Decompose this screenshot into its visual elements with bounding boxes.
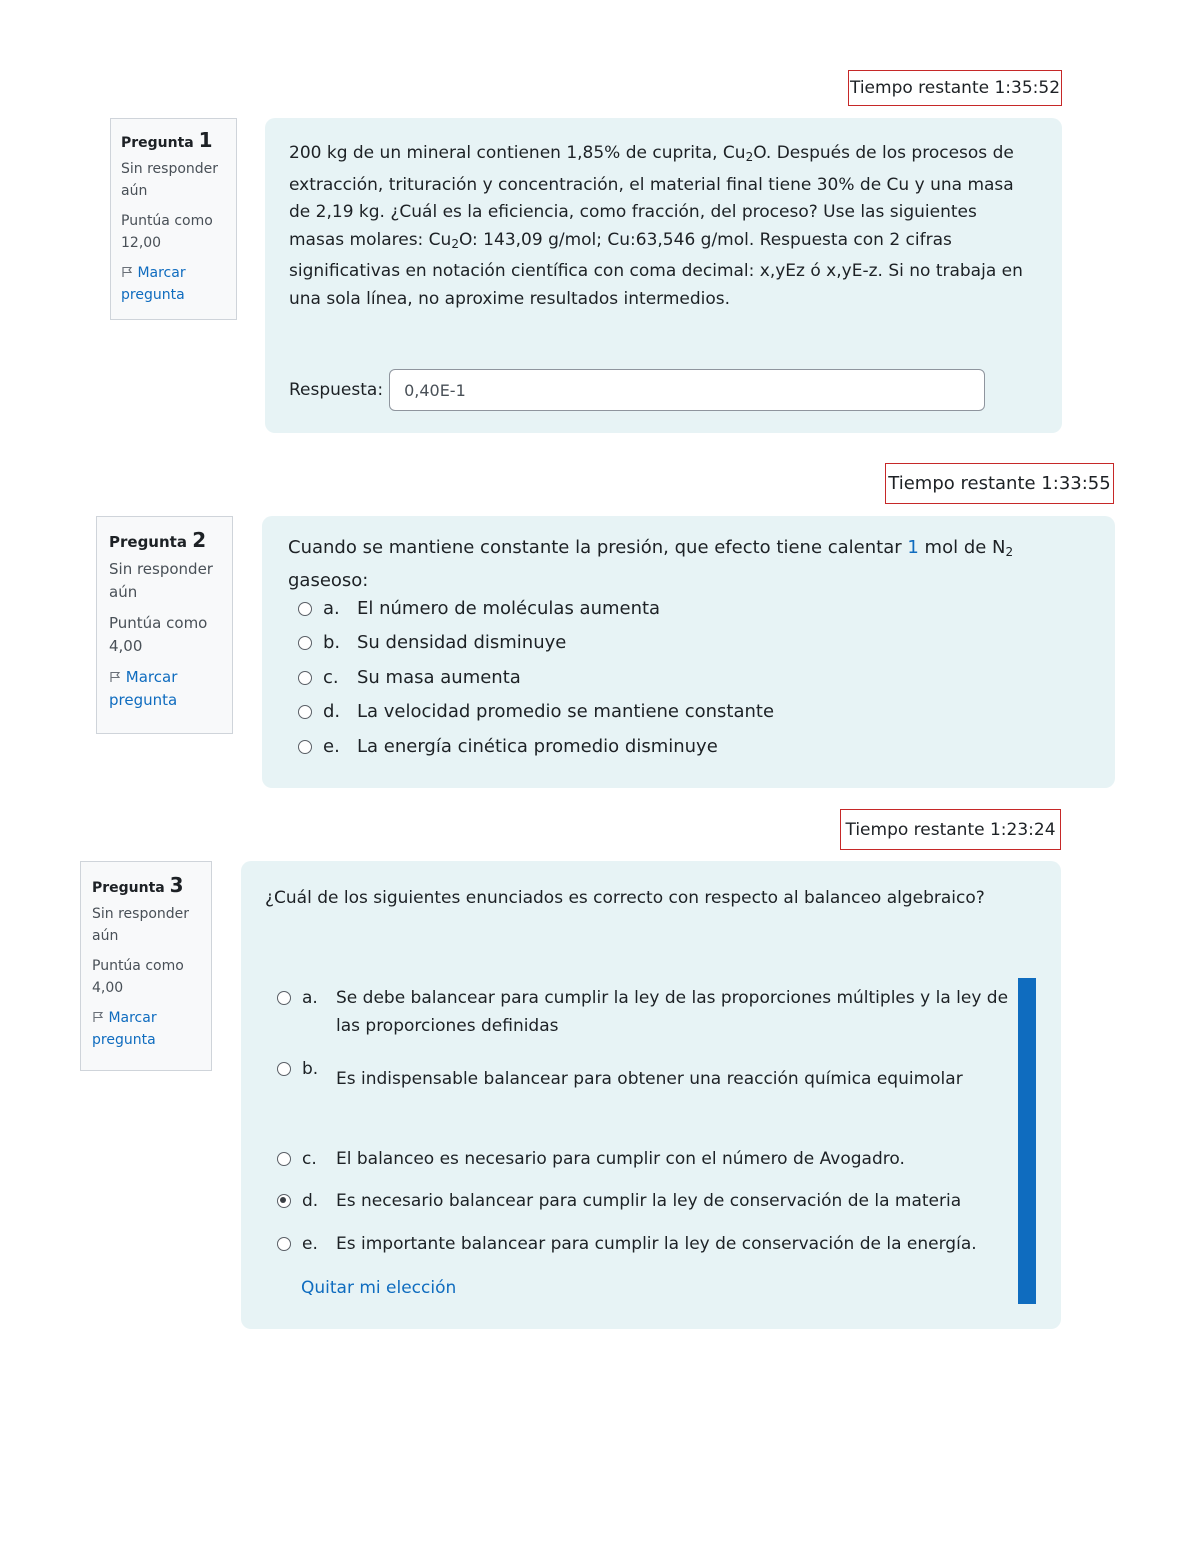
answer-row: [289, 369, 985, 411]
option-a[interactable]: [277, 984, 1015, 1040]
question-text: ¿Cuál de los siguientes enunciados es correcto con respecto al balanceo algebraico?: [265, 888, 985, 908]
radio-icon[interactable]: [298, 602, 312, 616]
radio-icon[interactable]: [298, 740, 312, 754]
answer-label: Respuesta:: [289, 380, 384, 400]
question-info-q3: [80, 861, 212, 1071]
score-label: Puntúa como: [121, 213, 213, 229]
score-value: 4,00: [109, 637, 143, 655]
question-status: Sin responder aún: [121, 161, 219, 199]
option-text: Es indispensable balancear para obtener una reacción química equimolar: [336, 1069, 963, 1089]
question-status: Sin responder aún: [109, 560, 213, 601]
radio-icon[interactable]: [277, 1237, 291, 1251]
question-content-q3: [241, 861, 1061, 1329]
score-label: Puntúa como: [92, 958, 184, 974]
option-letter: a.: [302, 988, 318, 1008]
option-letter: c.: [323, 667, 339, 688]
radio-icon[interactable]: [277, 1194, 291, 1208]
question-text: 200 kg de un mineral contienen 1,85% de cuprita, $Cu_2O$. Después de los procesos de extracción, trituración y concentración, el material final tiene 30% de Cu y una masa de 2,19 kg. ¿Cuál es la eficiencia, como fracción, del proceso? Use las siguientes masas molares: $Cu_2O$: 143,09 g/mol; Cu:63,546 g/mol. Respuesta con 2 cifras significativas en notación científica con coma decimal: x,yEz ó x,yE-z. Si no trabaja en una sola línea, no aproxime resultados intermedios.: [289, 143, 1023, 309]
timer-q3: Tiempo restante 1:23:24: [840, 809, 1061, 850]
option-letter: e.: [323, 736, 340, 757]
radio-icon[interactable]: [277, 1062, 291, 1076]
option-text: La energía cinética promedio disminuye: [357, 736, 718, 757]
option-text: Su densidad disminuye: [357, 632, 567, 653]
flag-label: Marcar pregunta: [92, 1010, 157, 1048]
scrollbar[interactable]: [1018, 978, 1036, 1304]
question-score: [92, 955, 200, 999]
flag-label: Marcar pregunta: [121, 265, 186, 303]
question-content-q1: [265, 118, 1062, 433]
question-score: [121, 210, 226, 254]
option-a[interactable]: [298, 595, 660, 623]
timer-q2: Tiempo restante 1:33:55: [885, 463, 1114, 504]
radio-icon[interactable]: [298, 636, 312, 650]
option-letter: b.: [323, 632, 341, 653]
flag-label: Marcar pregunta: [109, 668, 178, 709]
option-b[interactable]: [277, 1055, 1015, 1093]
radio-icon[interactable]: [277, 1152, 291, 1166]
option-b[interactable]: [298, 629, 566, 657]
question-label: Pregunta: [121, 135, 194, 151]
radio-icon[interactable]: [298, 671, 312, 685]
question-number: [109, 529, 220, 554]
question-label: Pregunta: [92, 880, 165, 896]
option-c[interactable]: [298, 664, 521, 692]
flag-question-link[interactable]: [121, 262, 226, 306]
option-letter: a.: [323, 598, 340, 619]
option-letter: d.: [302, 1191, 319, 1211]
question-number-value: 3: [169, 873, 184, 897]
option-text: Se debe balancear para cumplir la ley de las proporciones múltiples y la ley de las proporciones definidas: [336, 988, 1009, 1036]
option-text: Es importante balancear para cumplir la ley de conservación de la energía.: [336, 1234, 977, 1254]
option-c[interactable]: [277, 1145, 1015, 1173]
radio-icon[interactable]: [298, 705, 312, 719]
option-e[interactable]: [277, 1230, 1015, 1258]
option-text: Es necesario balancear para cumplir la ley de conservación de la materia: [336, 1191, 962, 1211]
option-text: La velocidad promedio se mantiene constante: [357, 701, 775, 722]
option-d[interactable]: [277, 1187, 1015, 1215]
flag-icon: [92, 1011, 104, 1023]
flag-question-link[interactable]: [92, 1007, 200, 1051]
option-text: El balanceo es necesario para cumplir con el número de Avogadro.: [336, 1149, 905, 1169]
option-letter: d.: [323, 701, 341, 722]
question-number-value: 1: [198, 128, 213, 152]
score-value: 12,00: [121, 235, 162, 251]
question-info-q1: [110, 118, 237, 320]
question-status: Sin responder aún: [92, 906, 190, 944]
score-value: 4,00: [92, 980, 124, 996]
question-content-q2: [262, 516, 1115, 788]
option-e[interactable]: [298, 733, 718, 761]
flag-icon: [109, 671, 121, 683]
option-letter: e.: [302, 1234, 318, 1254]
option-text: El número de moléculas aumenta: [357, 598, 661, 619]
question-number: [121, 129, 226, 154]
question-score: [109, 612, 220, 658]
timer-q1: Tiempo restante 1:35:52: [848, 70, 1062, 106]
clear-choice-link[interactable]: Quitar mi elección: [301, 1278, 457, 1298]
score-label: Puntúa como: [109, 614, 208, 632]
answer-input[interactable]: [389, 369, 985, 411]
radio-icon[interactable]: [277, 991, 291, 1005]
option-letter: c.: [302, 1149, 317, 1169]
option-text: Su masa aumenta: [357, 667, 521, 688]
flag-question-link[interactable]: [109, 666, 220, 712]
question-info-q2: [96, 516, 233, 734]
question-number: [92, 874, 200, 899]
question-label: Pregunta: [109, 533, 187, 551]
question-text: Cuando se mantiene constante la presión, que efecto tiene calentar 1 mol de $N_2$ gaseoso:: [288, 537, 1014, 591]
flag-icon: [121, 266, 133, 278]
question-number-value: 2: [192, 528, 207, 552]
option-letter: b.: [302, 1059, 319, 1079]
option-d[interactable]: [298, 698, 774, 726]
